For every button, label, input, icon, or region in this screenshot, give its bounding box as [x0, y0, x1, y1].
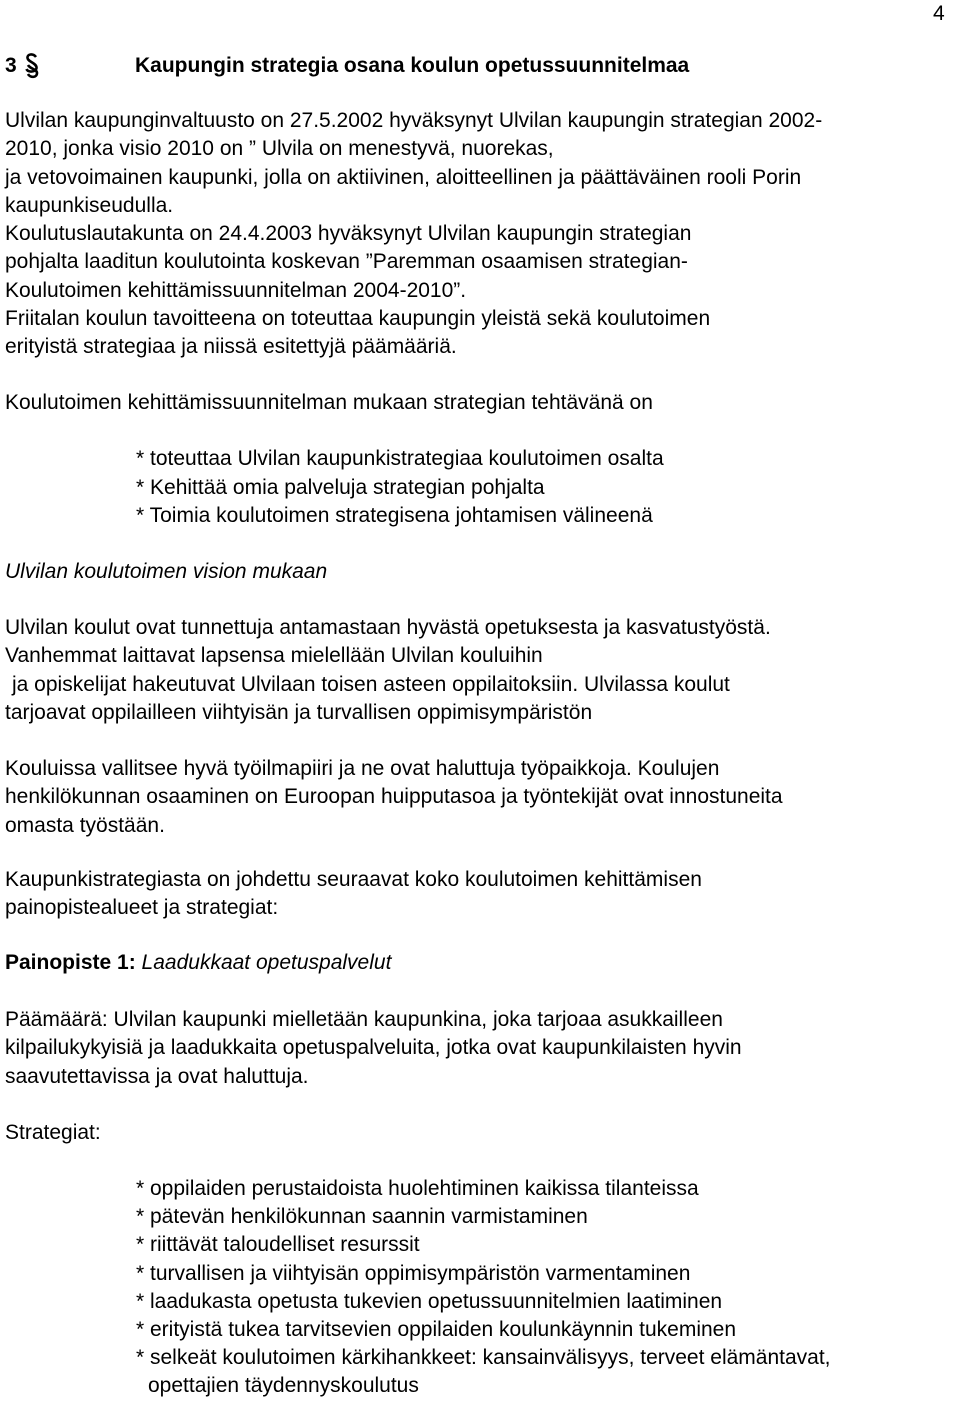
text-line: henkilökunnan osaaminen on Euroopan huipputasoa ja työntekijät ovat innostuneita [5, 785, 783, 809]
list-item: * selkeät koulutoimen kärkihankkeet: kansainvälisyys, terveet elämäntavat, [136, 1346, 831, 1370]
section-heading [5, 52, 690, 80]
goal-paragraph [5, 1006, 960, 1091]
section-symbol-icon [25, 52, 45, 80]
text-line: kilpailukykyisiä ja laadukkaita opetuspalveluita, jotka ovat kaupunkilaisten hyvin [5, 1036, 742, 1060]
tasks-intro: Koulutoimen kehittämissuunnitelman mukaan strategian tehtävänä on [5, 391, 653, 414]
text-line: painopistealueet ja strategiat: [5, 896, 279, 920]
text-line: omasta työstään. [5, 813, 165, 837]
focus-intro [5, 866, 960, 923]
list-item: * turvallisen ja viihtyisän oppimisympäristön varmentaminen [136, 1261, 691, 1285]
focus-label: Painopiste 1: [5, 951, 136, 974]
section-title: Kaupungin strategia osana koulun opetussuunnitelmaa [135, 54, 690, 77]
vision-paragraph-1 [5, 614, 960, 727]
list-item: * laadukasta opetusta tukevien opetussuunnitelmien laatiminen [136, 1289, 723, 1313]
text-line: Ulvilan kaupunginvaltuusto on 27.5.2002 hyväksynyt Ulvilan kaupungin strategian 2002- [5, 109, 823, 132]
text-line: Friitalan koulun tavoitteena on toteuttaa kaupungin yleistä sekä koulutoimen [5, 307, 711, 331]
text-line: Kouluissa vallitsee hyvä työilmapiiri ja ne ovat haluttuja työpaikkoja. Koulujen [5, 757, 720, 780]
text-line: ja vetovoimainen kaupunki, jolla on aktiivinen, aloitteellinen ja päättäväinen rooli Porin [5, 165, 802, 189]
strategies-label: Strategiat: [5, 1121, 101, 1144]
text-line: Ulvilan koulut ovat tunnettuja antamastaan hyvästä opetuksesta ja kasvatustyöstä. [5, 616, 771, 639]
vision-paragraph-2 [5, 755, 960, 840]
text-line: erityistä strategiaa ja niissä esitettyjä päämääriä. [5, 335, 457, 359]
text-line: ja opiskelijat hakeutuvat Ulvilaan toisen asteen oppilaitoksiin. Ulvilassa koulut [12, 672, 730, 696]
list-item: * toteuttaa Ulvilan kaupunkistrategiaa koulutoimen osalta [136, 447, 664, 470]
section-number: 3 [5, 54, 17, 77]
intro-paragraph [5, 107, 960, 362]
tasks-list [136, 445, 664, 531]
text-line: kaupunkiseudulla. [5, 193, 174, 217]
list-item: * Kehittää omia palveluja strategian pohjalta [136, 475, 545, 499]
text-line: Koulutuslautakunta on 24.4.2003 hyväksynyt Ulvilan kaupungin strategian [5, 222, 692, 246]
text-line: saavutettavissa ja ovat haluttuja. [5, 1064, 309, 1088]
focus-title: Laadukkaat opetuspalvelut [141, 951, 392, 974]
text-line: Päämäärä: Ulvilan kaupunki mielletään kaupunkina, joka tarjoaa asukkailleen [5, 1008, 723, 1031]
list-item: * riittävät taloudelliset resurssit [136, 1233, 420, 1257]
page-number: 4 [933, 2, 945, 25]
text-line: Koulutoimen kehittämissuunnitelman 2004-2010”. [5, 278, 467, 302]
list-item-continuation: opettajien täydennyskoulutus [148, 1374, 419, 1398]
strategies-list [136, 1175, 831, 1401]
vision-heading: Ulvilan koulutoimen vision mukaan [5, 560, 328, 583]
text-line: tarjoavat oppilailleen viihtyisän ja turvallisen oppimisympäristön [5, 700, 593, 724]
list-item: * oppilaiden perustaidoista huolehtiminen kaikissa tilanteissa [136, 1177, 699, 1200]
text-line: pohjalta laaditun koulutointa koskevan ”Paremman osaamisen strategian- [5, 250, 688, 274]
list-item: * pätevän henkilökunnan saannin varmistaminen [136, 1205, 588, 1229]
list-item: * Toimia koulutoimen strategisena johtamisen välineenä [136, 504, 653, 527]
list-item: * erityistä tukea tarvitsevien oppilaiden koulunkäynnin tukeminen [136, 1318, 737, 1342]
focus-heading [5, 949, 960, 977]
text-line: Vanhemmat laittavat lapsensa mielellään Ulvilan kouluihin [5, 644, 543, 668]
text-line: 2010, jonka visio 2010 on ” Ulvila on menestyvä, nuorekas, [5, 137, 554, 161]
text-line: Kaupunkistrategiasta on johdettu seuraavat koko koulutoimen kehittämisen [5, 868, 702, 891]
